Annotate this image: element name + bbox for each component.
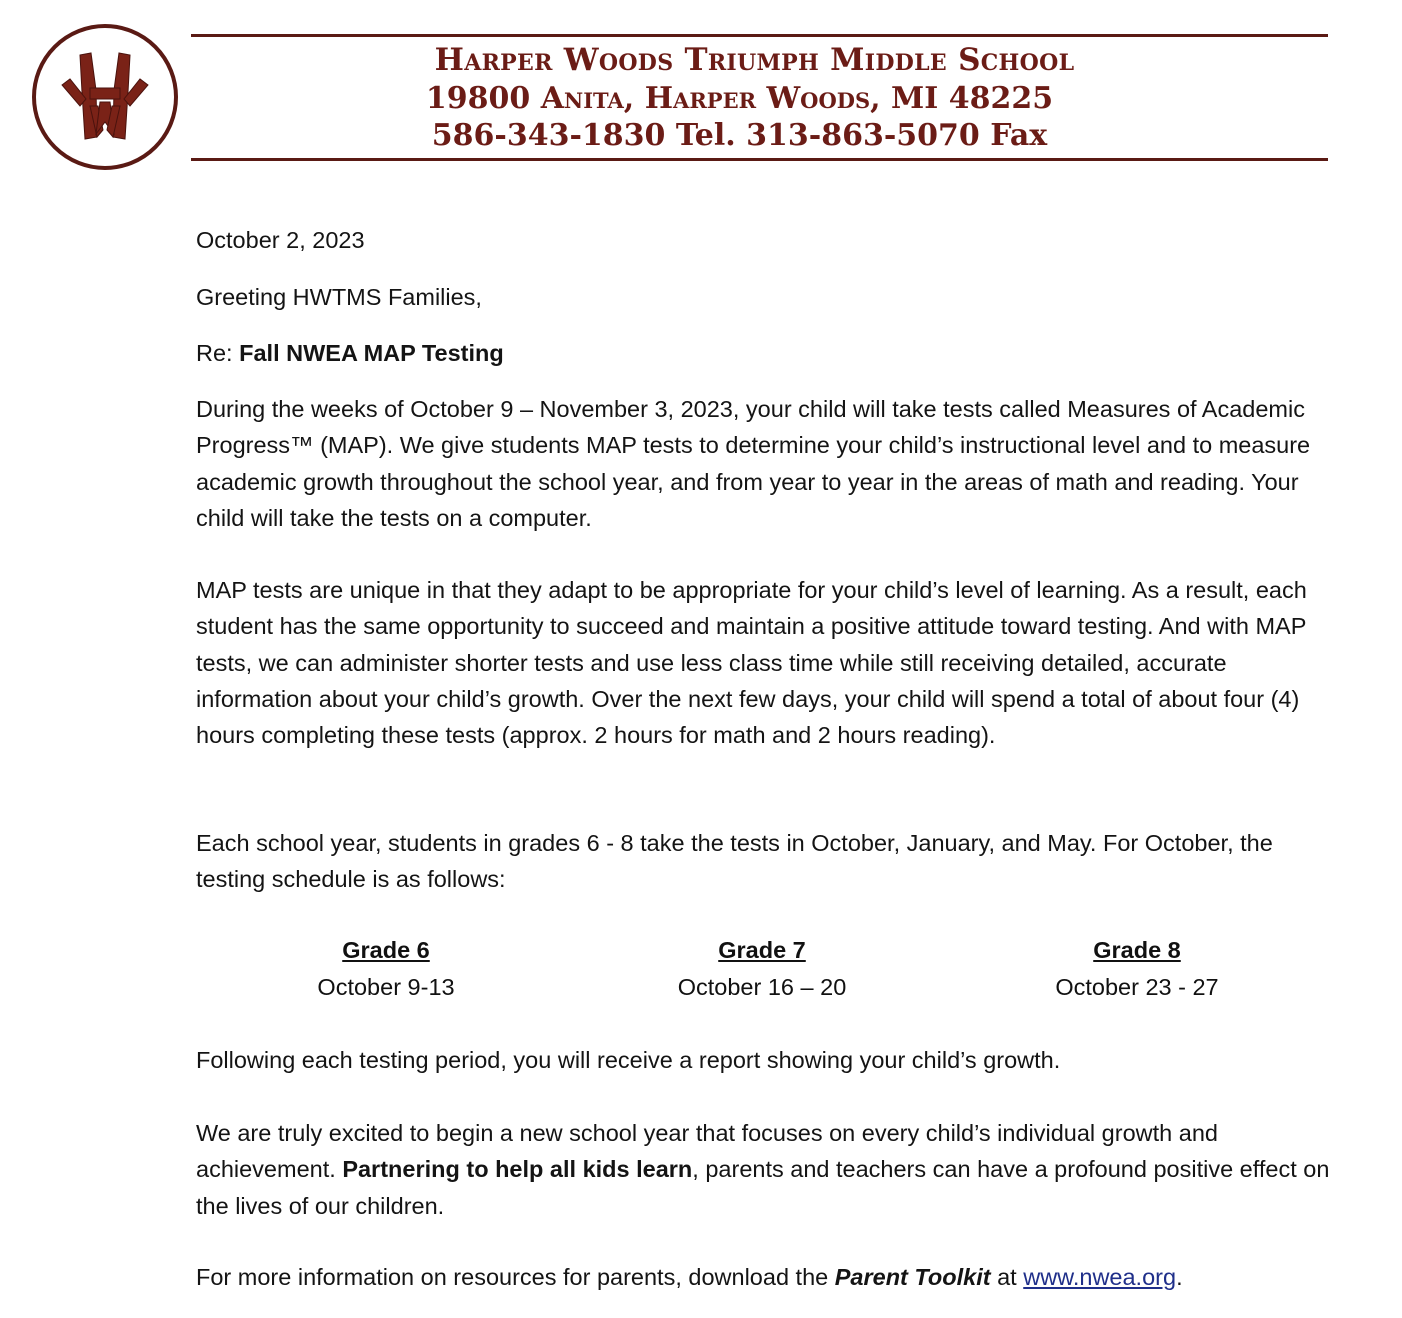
resources-text-start: For more information on resources for parents, download the xyxy=(196,1264,835,1290)
school-phone-fax: 586-343-1830 Tel. 313-863-5070 Fax xyxy=(431,118,1048,153)
paragraph-partnering xyxy=(196,1115,1336,1224)
grade-dates: October 9-13 xyxy=(317,974,455,1000)
re-subject: Fall NWEA MAP Testing xyxy=(239,340,504,366)
schedule-grade-6 xyxy=(236,932,536,1006)
letter-greeting: Greeting HWTMS Families, xyxy=(196,284,482,310)
paragraph-testing-dates: During the weeks of October 9 – November 3, 2023, your child will take tests called Measures of Academic Progress™ (MAP). We give students MAP tests to determine your child’s instructional level and to measure academic growth throughout the school year, and from year to year in the areas of math and reading. Your child will take the tests on a computer. xyxy=(196,396,1311,531)
grade-heading: Grade 8 xyxy=(1093,937,1181,963)
partnering-text-end: , parents and teachers can have a profound positive effect on the lives of our children. xyxy=(196,1156,1330,1219)
re-label: Re: xyxy=(196,340,240,366)
letterhead-top-rule xyxy=(191,34,1328,37)
letterhead xyxy=(191,40,1328,154)
grade-dates: October 16 – 20 xyxy=(677,974,847,1000)
paragraph-schedule-intro: Each school year, students in grades 6 - 8 take the tests in October, January, and May. For October, the testing schedule is as follows: xyxy=(196,830,1273,893)
schedule-grade-8 xyxy=(987,932,1287,1006)
school-address: 19800 Anita, Harper Woods, MI 48225 xyxy=(425,81,1054,116)
letterhead-bottom-rule xyxy=(191,158,1328,161)
nwea-link[interactable]: www.nwea.org xyxy=(1023,1264,1177,1290)
letter-date: October 2, 2023 xyxy=(196,227,365,253)
resources-text-mid: at xyxy=(990,1264,1024,1290)
paragraph-map-adaptive: MAP tests are unique in that they adapt to be appropriate for your child’s level of learning. As a result, each student has the same opportunity to succeed and maintain a positive attitude toward testing. And with MAP tests, we can administer shorter tests and use less class time while still receiving detailed, accurate information about your child’s growth. Over the next few days, your child will spend a total of about four (4) hours completing these tests (approx. 2 hours for math and 2 hours reading). xyxy=(196,577,1307,749)
schedule-grade-7 xyxy=(612,932,912,1006)
resources-text-end: . xyxy=(1176,1264,1183,1290)
grade-dates: October 23 - 27 xyxy=(1055,974,1219,1000)
grade-heading: Grade 7 xyxy=(718,937,806,963)
letter-subject-line xyxy=(196,335,1336,371)
grade-heading: Grade 6 xyxy=(342,937,430,963)
partnering-text-start: We are truly excited to begin a new school year that focuses on every child’s individual growth and achievement. xyxy=(196,1120,1218,1183)
parent-toolkit-emphasis: Parent Toolkit xyxy=(834,1264,991,1290)
partnering-emphasis: Partnering to help all kids learn xyxy=(342,1156,693,1183)
paragraph-resources xyxy=(196,1259,1336,1295)
paragraph-report: Following each testing period, you will receive a report showing your child’s growth. xyxy=(196,1047,1061,1073)
testing-schedule xyxy=(196,932,1336,1012)
school-name: Harper Woods Triumph Middle School xyxy=(434,42,1075,78)
